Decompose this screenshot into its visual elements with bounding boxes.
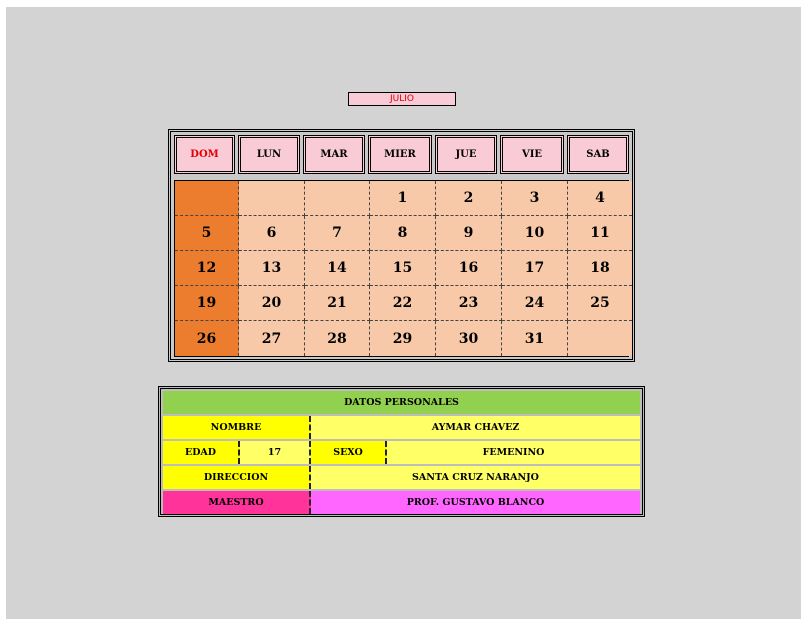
calendar-day-cell[interactable]: 17 <box>502 251 568 286</box>
personal-data-title: DATOS PERSONALES <box>163 391 640 414</box>
calendar-day-cell[interactable]: 11 <box>568 216 632 251</box>
calendar-day-cell[interactable]: 18 <box>568 251 632 286</box>
calendar-day-cell[interactable]: 5 <box>175 216 239 251</box>
calendar-day-cell[interactable]: 8 <box>370 216 436 251</box>
weekday-header-wed: MIER <box>368 135 432 174</box>
personal-data-title-row <box>163 391 640 414</box>
calendar-day-cell[interactable]: 9 <box>436 216 502 251</box>
weekday-header-mon: LUN <box>238 135 300 174</box>
calendar-day-cell[interactable] <box>305 181 370 216</box>
name-label: NOMBRE <box>163 416 311 439</box>
calendar-day-cell[interactable]: 15 <box>370 251 436 286</box>
calendar-day-cell[interactable]: 29 <box>370 321 436 356</box>
calendar-day-cell[interactable]: 14 <box>305 251 370 286</box>
teacher-row <box>163 491 640 514</box>
calendar-day-cell[interactable]: 16 <box>436 251 502 286</box>
calendar-week-row <box>175 286 628 321</box>
calendar-day-cell[interactable]: 7 <box>305 216 370 251</box>
weekday-header-fri: VIE <box>500 135 564 174</box>
address-label: DIRECCION <box>163 466 311 489</box>
calendar-day-cell[interactable]: 26 <box>175 321 239 356</box>
calendar-day-cell[interactable]: 24 <box>502 286 568 321</box>
calendar-week-row <box>175 216 628 251</box>
month-title: JULIO <box>348 92 456 106</box>
age-sex-row <box>163 441 640 464</box>
sex-value[interactable]: FEMENINO <box>387 441 640 464</box>
calendar-day-cell[interactable]: 25 <box>568 286 632 321</box>
weekday-header-sat: SAB <box>567 135 629 174</box>
calendar <box>168 129 635 362</box>
name-value[interactable]: AYMAR CHAVEZ <box>311 416 640 439</box>
weekday-header-tue: MAR <box>303 135 365 174</box>
teacher-value[interactable]: PROF. GUSTAVO BLANCO <box>311 491 640 514</box>
calendar-day-cell[interactable]: 4 <box>568 181 632 216</box>
calendar-day-cell[interactable]: 2 <box>436 181 502 216</box>
calendar-day-cell[interactable]: 23 <box>436 286 502 321</box>
calendar-week-row <box>175 251 628 286</box>
calendar-day-cell[interactable]: 22 <box>370 286 436 321</box>
calendar-day-cell[interactable]: 12 <box>175 251 239 286</box>
calendar-day-cell[interactable]: 1 <box>370 181 436 216</box>
calendar-day-cell[interactable] <box>568 321 632 356</box>
calendar-day-cell[interactable] <box>175 181 239 216</box>
age-label: EDAD <box>163 441 240 464</box>
address-value[interactable]: SANTA CRUZ NARANJO <box>311 466 640 489</box>
calendar-day-cell[interactable]: 21 <box>305 286 370 321</box>
teacher-label: MAESTRO <box>163 491 311 514</box>
calendar-day-cell[interactable] <box>239 181 305 216</box>
age-value[interactable]: 17 <box>240 441 311 464</box>
calendar-days-grid <box>174 180 629 357</box>
calendar-day-cell[interactable]: 20 <box>239 286 305 321</box>
calendar-week-row <box>175 181 628 216</box>
calendar-day-cell[interactable]: 6 <box>239 216 305 251</box>
calendar-day-cell[interactable]: 27 <box>239 321 305 356</box>
calendar-day-cell[interactable]: 31 <box>502 321 568 356</box>
calendar-day-cell[interactable]: 30 <box>436 321 502 356</box>
calendar-day-cell[interactable]: 3 <box>502 181 568 216</box>
weekday-header-thu: JUE <box>435 135 497 174</box>
name-row <box>163 416 640 439</box>
calendar-week-row <box>175 321 628 356</box>
address-row <box>163 466 640 489</box>
calendar-day-cell[interactable]: 10 <box>502 216 568 251</box>
calendar-day-cell[interactable]: 19 <box>175 286 239 321</box>
personal-data-table <box>158 386 645 517</box>
weekday-header-sun: DOM <box>174 135 235 174</box>
sex-label: SEXO <box>311 441 387 464</box>
calendar-day-cell[interactable]: 13 <box>239 251 305 286</box>
calendar-header <box>174 135 629 174</box>
calendar-day-cell[interactable]: 28 <box>305 321 370 356</box>
